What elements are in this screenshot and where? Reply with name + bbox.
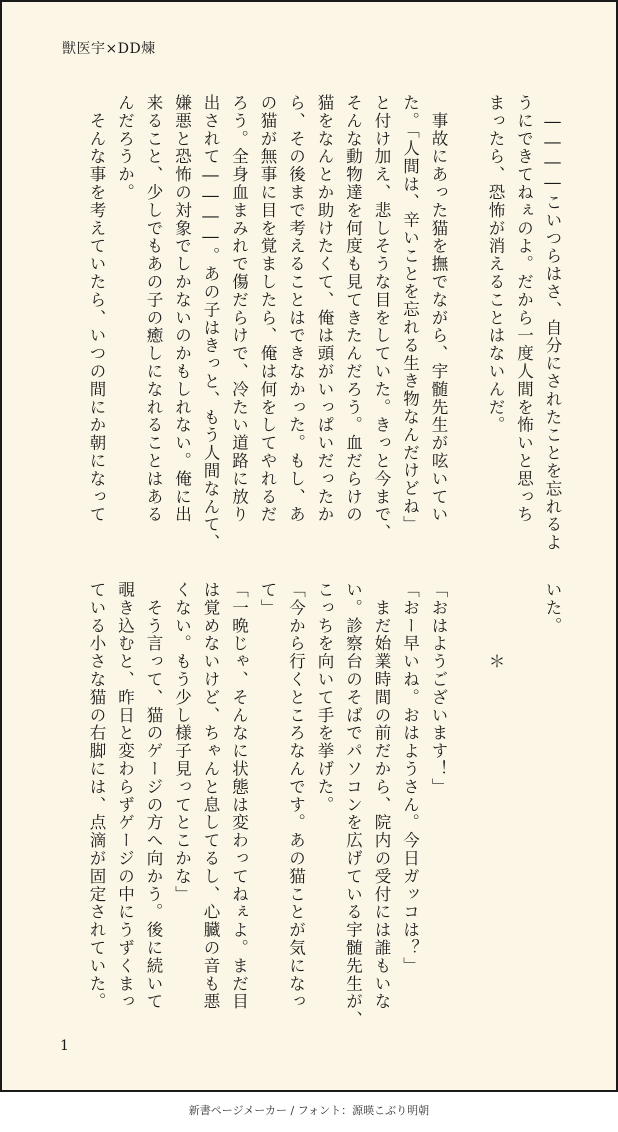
footer-credit: 新書ページメーカー / フォント：源暎こぶり明朝 (188, 1104, 430, 1117)
body-text-upper-block: ――――こいつらはさ、自分にされたことを忘れるよ うにできてねぇのよ。だから一度人間を怖いと思っち まったら、恐怖が消えることはないんだ。 事故にあった猫を撫でながら、宇髄先生が呟いてい た。「人間は、辛いことを忘れる生き物なんだけどね」 と付け加え、悲しそうな目をしていた。きっと今まで、 そんな動物達を何度も見てきたんだろう。血だらけの 猫をなんとか助けたくて、俺は頭がいっぱいだったか ら、その後まで考えることはできなかった。もし、あ の猫が無事に目を覚ましたら、俺は何をしてやれるだ ろう。全身血まみれで傷だらけで、冷たい道路に放り 出されて――――。あの子はきっと、もう人間なんて、 嫌悪と恐怖の対象でしかないのかもしれない。俺に出 来ること、少しでもあの子の癒しになれることはある んだろうか。 そんな事を考えていたら、いつの間にか朝になって (87, 94, 562, 552)
page-header-title: 獣医宇×DD煉 (62, 41, 156, 57)
page-number: 1 (60, 1038, 69, 1054)
body-text-lower-block: いた。 ＊ 「おはようございます！」 「おー早いね。おはようさん。今日ガッコは？」 まだ始業時間の前だから、院内の受付には誰もいな い。診察台のそばでパソコンを広げている宇髄先生が、 こっちを向いて手を挙げた。 「今から行くところなんです。あの猫ことが気になっ て」 「一晩じゃ、そんなに状態は変わってねぇよ。まだ目 は覚めないけど、ちゃんと息してるし、心臓の音も悪 くない。もう少し様子見ってとこかな」 そう言って、猫のゲージの方へ向かう。後に続いて 覗き込むと、昨日と変わらずゲージの中にうずくまっ ている小さな猫の右脚には、点滴が固定されていた。 (87, 581, 562, 1029)
